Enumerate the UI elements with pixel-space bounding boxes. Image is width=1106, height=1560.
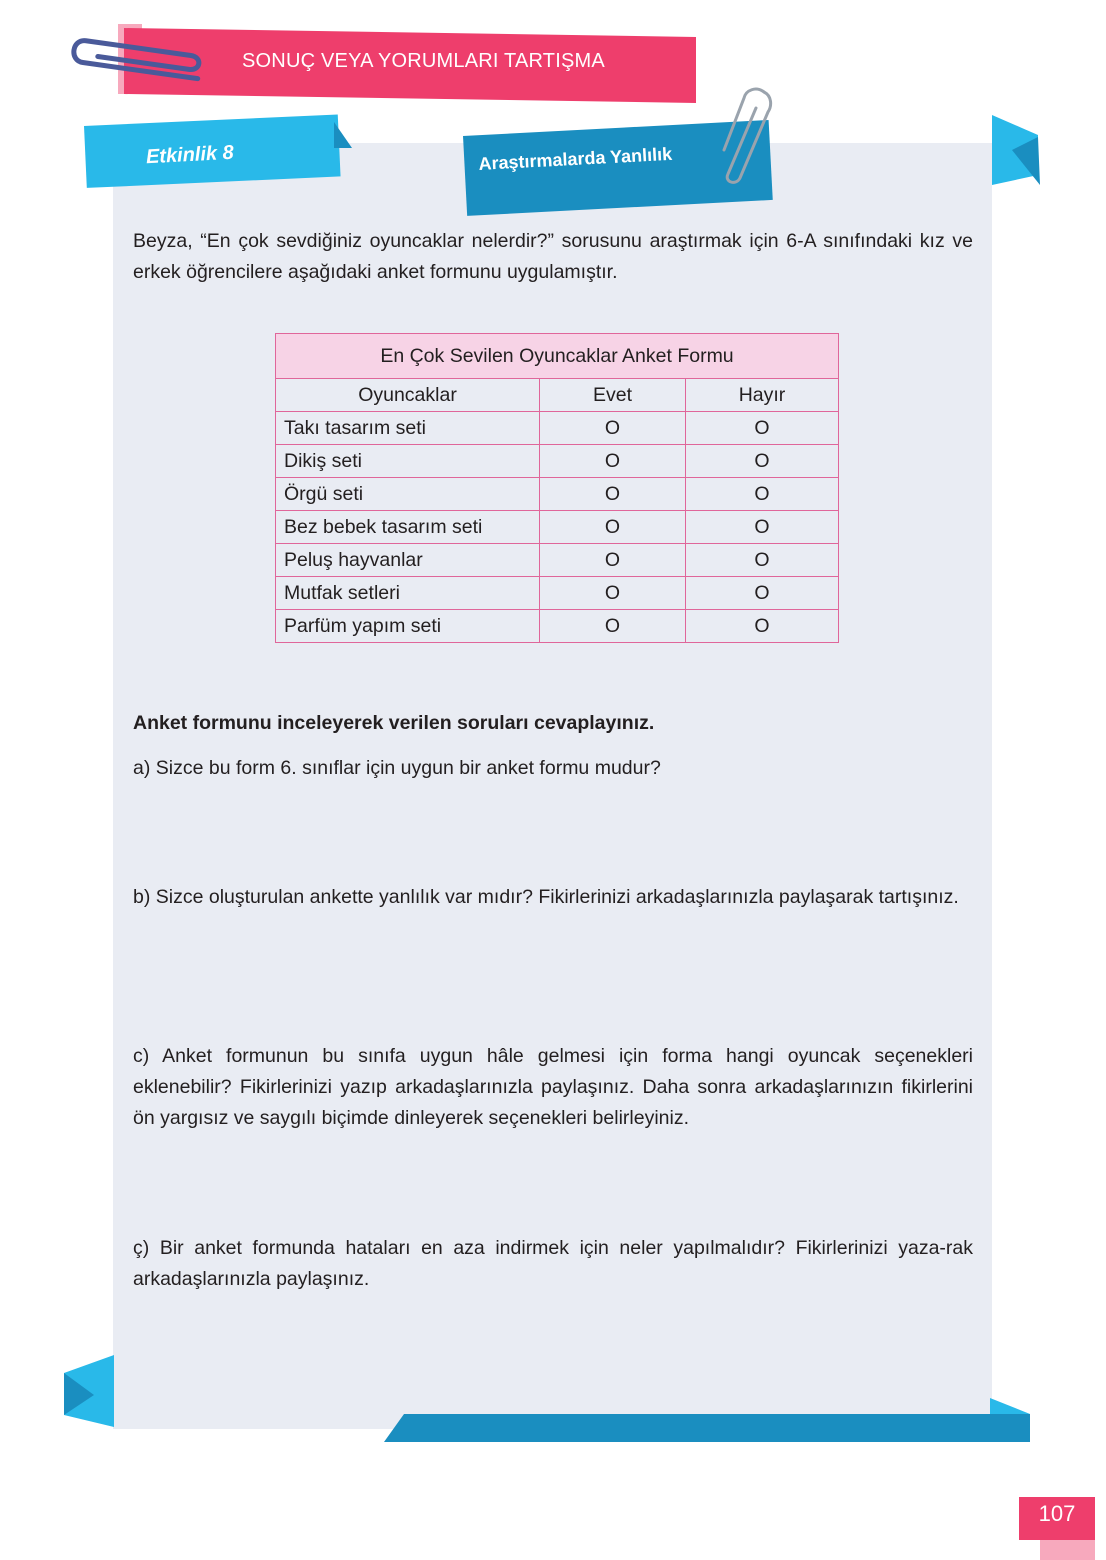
- yes-option[interactable]: O: [540, 445, 686, 478]
- table-row: [276, 445, 839, 478]
- activity-tag-fold: [334, 120, 354, 150]
- table-row: [276, 412, 839, 445]
- no-option[interactable]: O: [686, 511, 839, 544]
- page-number-fold: [1040, 1540, 1095, 1560]
- page-number: 107: [1038, 1501, 1076, 1526]
- no-option[interactable]: O: [686, 577, 839, 610]
- toy-name: Bez bebek tasarım seti: [276, 511, 540, 544]
- corner-ribbon-bottom-left: [64, 1355, 116, 1430]
- yes-option[interactable]: O: [540, 478, 686, 511]
- toy-name: Parfüm yapım seti: [276, 610, 540, 643]
- no-option[interactable]: O: [686, 544, 839, 577]
- table-row: [276, 577, 839, 610]
- activity-label: Etkinlik 8: [145, 141, 235, 169]
- question-b: b) Sizce oluşturulan ankette yanlılık var mıdır? Fikirlerinizi arkadaşlarınızla paylaşarak tartışınız.: [133, 886, 959, 908]
- yes-option[interactable]: O: [540, 610, 686, 643]
- paperclip-icon: [62, 18, 212, 88]
- paperclip-icon: [720, 82, 780, 192]
- table-row: [276, 610, 839, 643]
- intro-paragraph: Beyza, “En çok sevdiğiniz oyuncaklar nelerdir?” sorusunu araştırmak için 6-A sınıfındaki kız ve erkek öğrencilere aşağıdaki anket formunu uygulamıştır.: [133, 230, 973, 283]
- question-c-cedilla: ç) Bir anket formunda hataları en aza indirmek için neler yapılmalıdır? Fikirlerinizi yaza-rak arkadaşlarınızla paylaşınız.: [133, 1237, 973, 1290]
- column-header: Hayır: [686, 379, 839, 412]
- questions-heading: Anket formunu inceleyerek verilen soruları cevaplayınız.: [133, 712, 655, 734]
- no-option[interactable]: O: [686, 412, 839, 445]
- yes-option[interactable]: O: [540, 577, 686, 610]
- question-c: c) Anket formunun bu sınıfa uygun hâle gelmesi için forma hangi oyuncak seçenekleri eklenebilir? Fikirlerinizi yazıp arkadaşlarınızla paylaşınız. Daha sonra arkadaşlarınızın fikirlerini ön yargısız ve saygılı biçimde dinleyerek seçenekleri belirleyiniz.: [133, 1045, 973, 1129]
- survey-title: En Çok Sevilen Oyuncaklar Anket Formu: [276, 334, 839, 379]
- column-header: Oyuncaklar: [276, 379, 540, 412]
- table-row: [276, 478, 839, 511]
- survey-table: [275, 333, 839, 643]
- no-option[interactable]: O: [686, 610, 839, 643]
- yes-option[interactable]: O: [540, 511, 686, 544]
- toy-name: Peluş hayvanlar: [276, 544, 540, 577]
- table-row: [276, 511, 839, 544]
- bottom-ribbon: [384, 1398, 1034, 1446]
- toy-name: Mutfak setleri: [276, 577, 540, 610]
- yes-option[interactable]: O: [540, 544, 686, 577]
- toy-name: Takı tasarım seti: [276, 412, 540, 445]
- table-row: [276, 544, 839, 577]
- no-option[interactable]: O: [686, 445, 839, 478]
- toy-name: Örgü seti: [276, 478, 540, 511]
- section-title: SONUÇ VEYA YORUMLARI TARTIŞMA: [242, 50, 605, 72]
- question-a: a) Sizce bu form 6. sınıflar için uygun bir anket formu mudur?: [133, 757, 661, 779]
- no-option[interactable]: O: [686, 478, 839, 511]
- yes-option[interactable]: O: [540, 412, 686, 445]
- column-header: Evet: [540, 379, 686, 412]
- toy-name: Dikiş seti: [276, 445, 540, 478]
- activity-title: Araştırmalarda Yanlılık: [478, 143, 673, 174]
- corner-ribbon-top-right: [990, 115, 1042, 190]
